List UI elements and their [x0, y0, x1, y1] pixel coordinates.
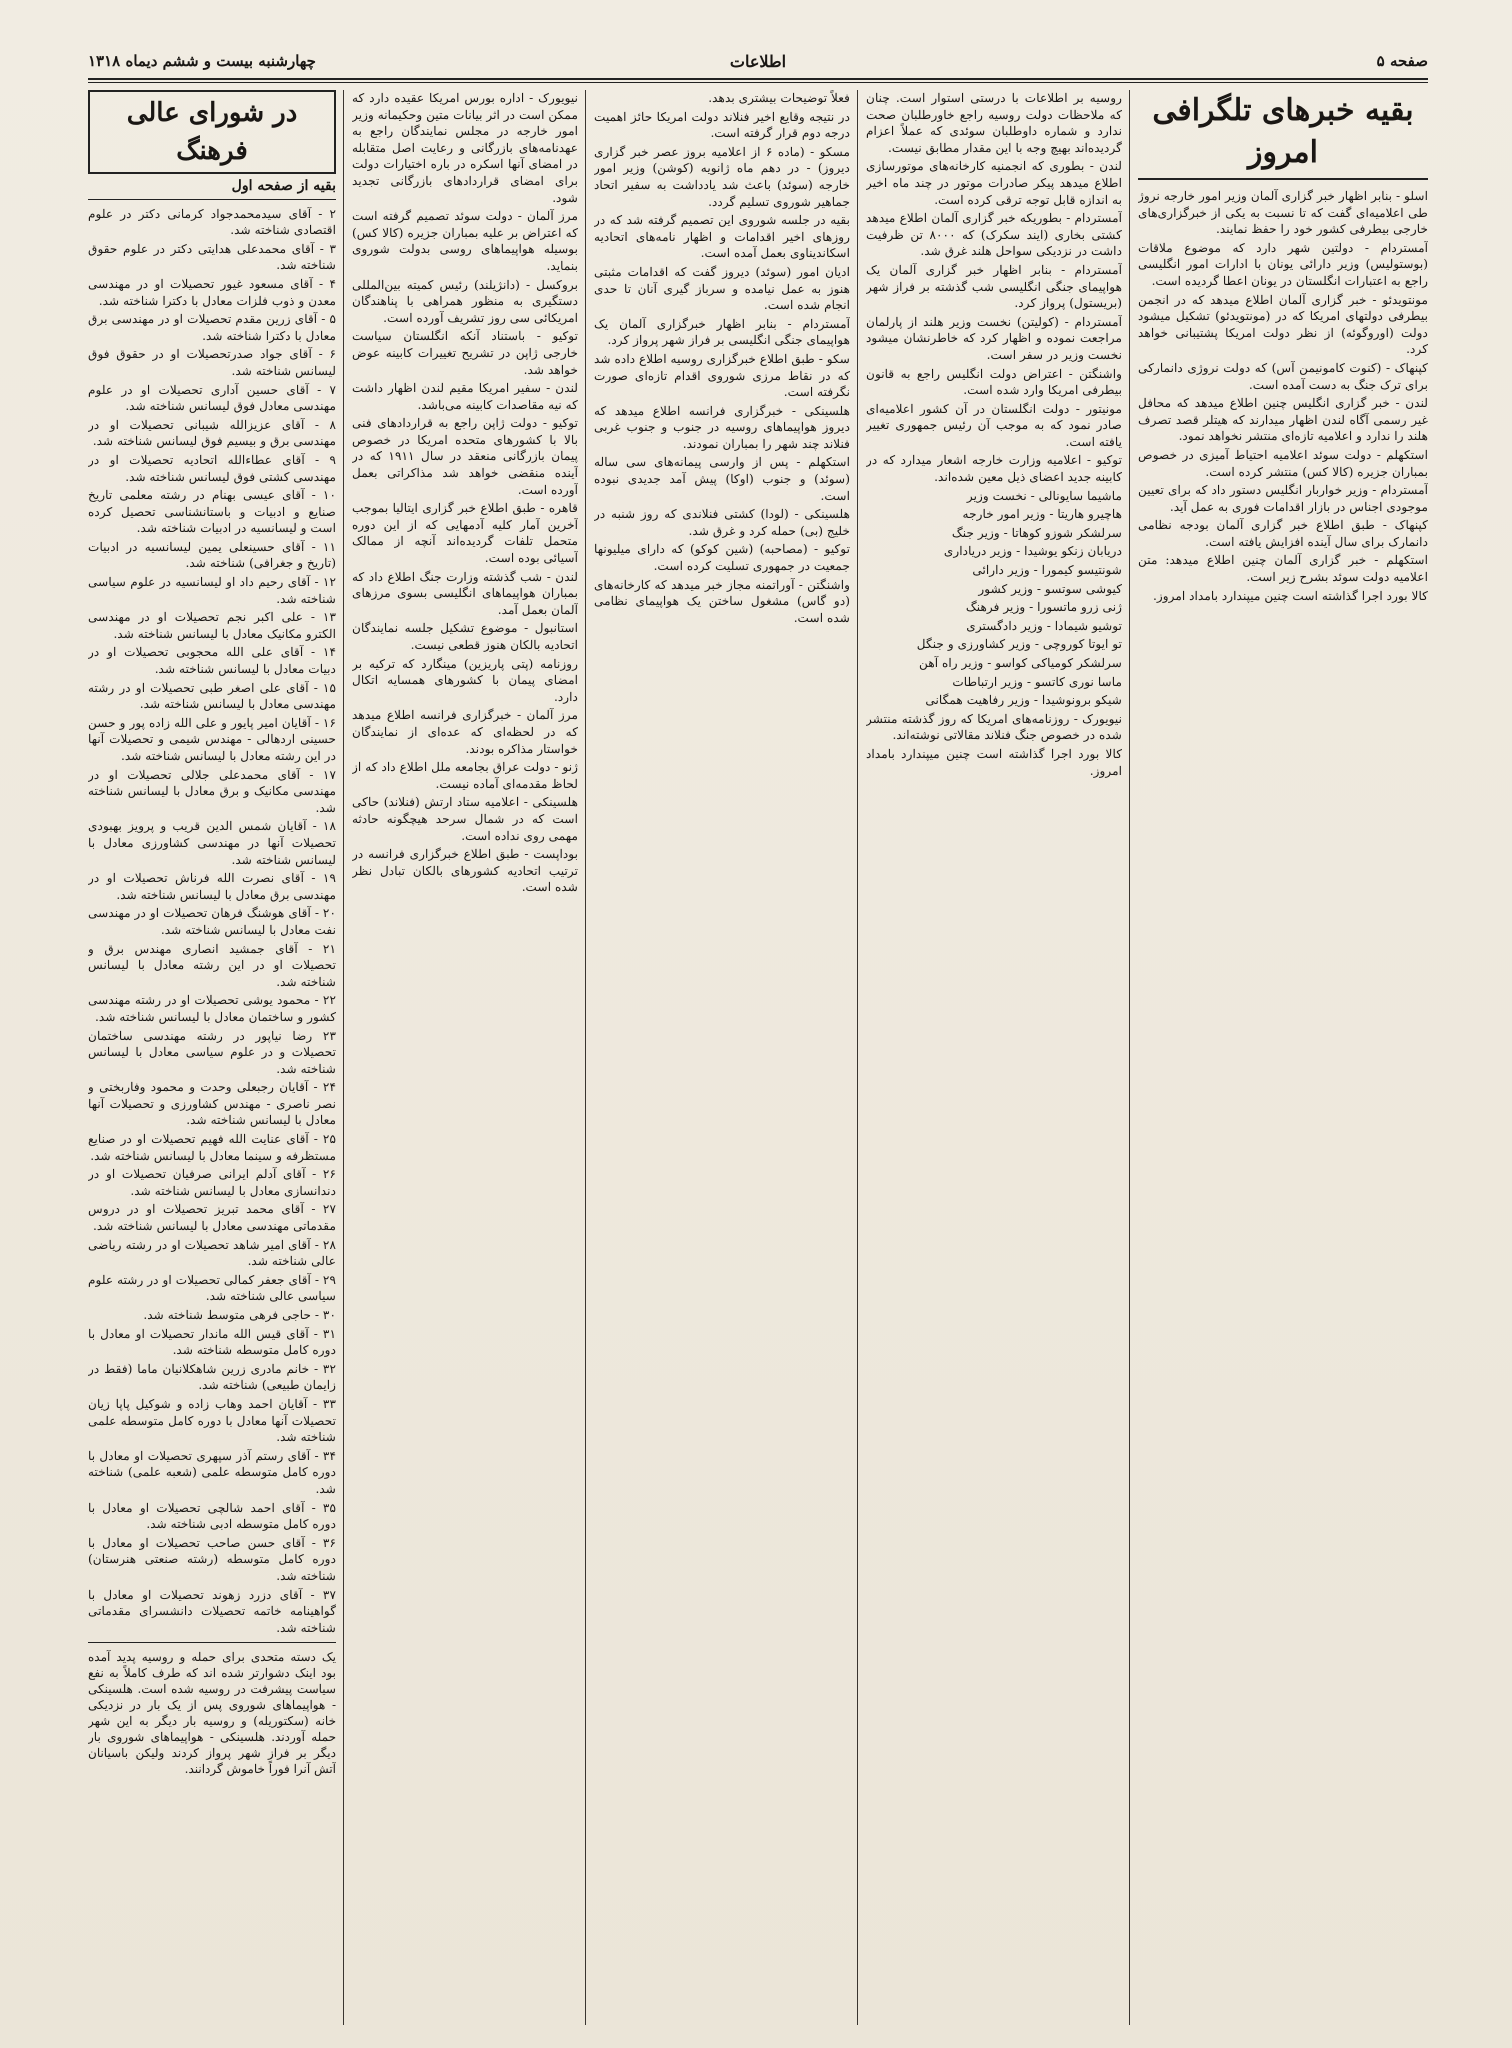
council-continued: بقیه از صفحه اول — [88, 178, 336, 200]
col4-body — [866, 90, 1122, 779]
news-paragraph: ژنی زرو ماتسورا - وزیر فرهنگ — [965, 600, 1122, 615]
news-paragraph: بروکسل - (دانژیلند) رئیس کمیته بین‌المللی دستگیری به منظور همراهی با پناهندگان امریکائی سی روز تشریف آورده است. — [352, 277, 578, 325]
council-list-item: ۳۰ - حاجی فرهی متوسط شناخته شد. — [143, 1308, 336, 1322]
council-list-item: ۶ - آقای جواد صدرتحصیلات او در حقوق فوق لیسانس شناخته شد. — [88, 347, 336, 378]
news-paragraph: شونتیسو کیمورا - وزیر دارائی — [972, 563, 1122, 578]
council-list-item: ۷ - آقای حسین آداری تحصیلات او در علوم مهندسی معادل فوق لیسانس شناخته شد. — [88, 382, 336, 414]
news-paragraph: مرز آلمان - خبرگزاری فرانسه اطلاع میدهد که در لحظه‌ای که عده‌ای از نمایندگان خواستار مذاکره بودند. — [352, 708, 578, 756]
council-list-item: ۳۷ - آقای دزرد زهوند تحصیلات او معادل با گواهینامه خاتمه تحصیلات دانشسرای مقدماتی شناخته شد. — [88, 1587, 336, 1635]
news-paragraph: لندن - بطوری که انجمنیه کارخانه‌های موتورسازی اطلاع میدهد پیکر صادرات موتور در چند ماه اخیر به اندازه قابل توجه ترقی کرده است. — [866, 159, 1122, 207]
newspaper-name: اطلاعات — [729, 51, 787, 71]
council-list-item: ۲۸ - آقای امیر شاهد تحصیلات او در رشته ریاضی عالی شناخته شد. — [88, 1237, 336, 1269]
council-list-item: ۳ - آقای محمدعلی هدایتی دکتر در علوم حقوق شناخته شد. — [88, 241, 336, 273]
council-list-item: ۱۷ - آقای محمدعلی جلالی تحصیلات او در مهندسی مکانیک و برق معادل با لیسانس شناخته شد. — [88, 767, 336, 815]
council-list-item: ۳۱ - آقای قیس الله ماندار تحصیلات او معادل با دوره کامل متوسطه شناخته شد. — [88, 1326, 336, 1358]
council-list-item: ۳۳ - آقایان احمد وهاب زاده و شوکیل پاپا زیان تحصیلات آنها معادل با دوره کامل متوسطه علمی شناخته شد. — [88, 1396, 336, 1445]
news-paragraph: هلسینکی - اعلامیه ستاد ارتش (فنلاند) حاکی است که در شمال سرحد هیچگونه حادثه مهمی روی نداده است. — [352, 795, 578, 843]
news-paragraph: روزنامه (پتی پاریزین) مینگارد که ترکیه بر امضای پیمان با کشورهای همسایه اتکال دارد. — [352, 656, 578, 704]
council-list-item: ۳۴ - آقای رستم آذر سپهری تحصیلات او معادل با دوره کامل متوسطه علمی (شعبه علمی) شناخته شد. — [88, 1448, 336, 1496]
divider — [88, 1642, 336, 1643]
column-rule — [343, 90, 344, 2025]
council-list-item: ۲۳ رضا نیاپور در رشته مهندسی ساختمان تحصیلات و در علوم سیاسی معادل با لیسانس شناخته شد. — [88, 1028, 336, 1076]
news-paragraph: مسکو - (ماده ۶ از اعلامیه بروز عصر خبر گزاری دیروز) - در دهم ماه ژانویه (کوشن) وزیر امور خارجه (سوئد) باعث شد یادداشت به سفیر اتحاد جماهیر شوروی تسلیم گردد. — [594, 144, 850, 209]
news-paragraph: کیوشی سوتسو - وزیر کشور — [978, 581, 1122, 596]
news-paragraph: بوداپست - طبق اطلاع خبرگزاری فرانسه در ترتیب اتحادیه کشورهای بالکان تبادل نظر شده است. — [352, 847, 578, 895]
council-list-item: ۱۴ - آقای علی الله محجوبی تحصیلات او در دبیات معادل با لیسانس شناخته شد. — [88, 645, 336, 677]
news-paragraph: استکهلم - خبر گزاری آلمان چنین اطلاع میدهد: متن اعلامیه دولت سوئد بشرح زیر است. — [1138, 553, 1428, 585]
column-3 — [594, 90, 850, 2025]
col3-body — [594, 90, 850, 626]
news-paragraph: توکیو - (مصاحبه) (شین کوکو) که دارای میلیونها جمعیت در جمهوری تسلیت کرده است. — [594, 542, 850, 574]
column-rule — [585, 90, 586, 2025]
council-list-item: ۳۶ - آقای حسن صاحب تحصیلات او معادل با دوره کامل متوسطه (رشته صنعتی هنرستان) شناخته شد. — [88, 1535, 336, 1583]
news-paragraph: استکهلم - دولت سوئد اعلامیه احتیاط آمیزی در خصوص بمباران جزیره (کالا کس) منتشر کرده است. — [1138, 447, 1428, 479]
council-list-item: ۱۸ - آقایان شمس الدین قریب و پرویز بهبودی تحصیلات آنها در مهندسی کشاورزی معادل با لیسانس شناخته شد. — [88, 819, 336, 867]
column-rule — [1129, 90, 1130, 2025]
news-paragraph: دریابان زنکو یوشیدا - وزیر دریاداری — [943, 544, 1122, 559]
col2-body — [352, 90, 578, 896]
news-paragraph: سکو - طبق اطلاع خبرگزاری روسیه اطلاع داده شد که در نقاط مرزی شوروی اقدام تازه‌ای صورت نگرفته است. — [594, 351, 850, 400]
news-paragraph: هاچیرو هاریتا - وزیر امور خارجه — [962, 507, 1122, 522]
news-paragraph: کالا بورد اجرا گذاشته است چنین میپندارد بامداد امروز. — [866, 746, 1122, 778]
masthead-rule — [88, 78, 1428, 80]
column-council — [88, 90, 336, 2025]
news-paragraph: اسلو - بنابر اظهار خبر گزاری آلمان وزیر امور خارجه نروژ طی اعلامیه‌ای گفت که تا نسبت به یکی از خبرگزاری‌های خارجی بیطرفی کشور خود را حفظ نمایند. — [1138, 189, 1428, 237]
news-paragraph: نیویورک - اداره بورس امریکا عقیده دارد که ممکن است در اثر بیانات متین وحکیمانه وزیر امور خارجه در مجلس نمایندگان راجع به عهدنامه‌های بازرگانی و رعایت اصل متقابله در امضای آنها اسکره در باره اختیارات دولت برای امضای قراردادهای بازرگانی تجدید شود. — [352, 91, 578, 205]
news-paragraph: ادیان امور (سوئد) دیروز گفت که اقدامات مثبتی هنوز به عمل نیامده و سرباز گیری آنان تا حدی انجام شده است. — [594, 264, 850, 313]
column-4 — [866, 90, 1122, 2025]
news-paragraph: توشیو شیمادا - وزیر دادگستری — [966, 618, 1122, 633]
news-paragraph: آمستردام - دولتین شهر دارد که موضوع ملاقات (بوستولیس) وزیر دارائی یونان با ادارات امور انگلیسی راجع به اعتبارات انگلستان در یونان اعطا گردیده است. — [1138, 240, 1428, 288]
council-list-item: ۱۵ - آقای علی اصغر طبی تحصیلات او در رشته مهندسی معادل با لیسانس شناخته شد. — [88, 680, 336, 712]
headline: بقیه خبرهای تلگرافی امروز — [1138, 90, 1428, 180]
news-paragraph: استکهلم - پس از وارسی پیمانه‌های سی ساله (سوئد) و جنوب (اوکا) پیش آمد جدیدی نبوده است. — [594, 455, 850, 503]
council-title: در شورای عالی فرهنگ — [88, 90, 336, 174]
news-paragraph: استانبول - موضوع تشکیل جلسه نمایندگان اتحادیه بالکان هنوز قطعی نیست. — [352, 621, 578, 652]
masthead-rule-thin — [88, 82, 1428, 83]
column-telegraph-news — [1138, 90, 1428, 2025]
council-list-item: ۲۵ - آقای عنایت الله فهیم تحصیلات او در صنایع مستظرفه و سینما معادل با لیسانس شناخته شد. — [88, 1132, 336, 1163]
news-paragraph: سرلشکر کومیاکی کواسو - وزیر راه آهن — [919, 656, 1122, 670]
news-paragraph: مونیتور - دولت انگلستان در آن کشور اعلامیه‌ای صادر نمود که به موجب آن رئیس جمهوری تغییر یافته است. — [866, 401, 1122, 449]
council-list-item: ۲۶ - آقای آدلم ایرانی صرفیان تحصیلات او در دندانسازی معادل با لیسانس شناخته شد. — [88, 1167, 336, 1198]
news-paragraph: آمستردام - بنابر اظهار خبر گزاری آلمان یک هواپیمای جنگی انگلیسی شب گذشته بر فراز شهر (بریستول) پرواز کرد. — [866, 262, 1122, 311]
col5-body — [1138, 188, 1428, 604]
council-list-item: ۱۳ - علی اکبر نجم تحصیلات او در مهندسی الکترو مکانیک معادل با لیسانس شناخته شد. — [88, 610, 336, 641]
council-list — [88, 206, 336, 1637]
council-list-item: ۳۵ - آقای احمد شالچی تحصیلات او معادل با دوره کامل متوسطه ادبی شناخته شد. — [88, 1500, 336, 1532]
news-paragraph: کپنهاک - طبق اطلاع خبر گزاری آلمان بودجه نظامی دانمارک برای سال آینده افزایش یافته است. — [1138, 518, 1428, 549]
news-paragraph: لندن - شب گذشته وزارت جنگ اطلاع داد که بمباران هواپیماهای انگلیسی بسوی مرزهای آلمان بعمل آمد. — [352, 569, 578, 617]
council-list-item: ۳۲ - خانم مادری زرین شاهکلانیان ماما (فقط در زایمان طبیعی) شناخته شد. — [88, 1361, 336, 1393]
news-paragraph: فعلاً توضیحات بیشتری بدهد. — [708, 91, 850, 105]
news-paragraph: هلسینکی - خبرگزاری فرانسه اطلاع میدهد که دیروز هواپیماهای روسیه در جنوب و جنوب غربی فنلاند چند شهر را بمباران نمودند. — [594, 403, 850, 451]
news-paragraph: واشنگتن - آوراتمنه مجاز خبر میدهد که کارخانه‌های (دو گاس) مشغول ساختن یک هواپیمای نظامی شده است. — [594, 577, 850, 625]
council-list-item: ۵ - آقای زرین مقدم تحصیلات او در مهندسی برق معادل با دکترا شناخته شد. — [88, 312, 336, 343]
news-paragraph: کپنهاک - (کنوت کامونیمن آس) که دولت نروژی دانمارکی برای ترک جنگ به دست آمده است. — [1138, 360, 1428, 392]
council-list-item: ۲۲ - محمود یوشی تحصیلات او در رشته مهندسی کشور و ساختمان معادل با لیسانس شناخته شد. — [88, 993, 336, 1024]
news-paragraph: واشنگتن - اعتراض دولت انگلیس راجع به قانون بیطرفی امریکا وارد شده است. — [866, 366, 1122, 398]
news-paragraph: در نتیجه وقایع اخیر فنلاند دولت امریکا حائز اهمیت درجه دوم قرار گرفته است. — [594, 109, 850, 141]
council-list-item: ۱۲ - آقای رحیم داد او لیسانسیه در علوم سیاسی شناخته شد. — [88, 575, 336, 606]
news-paragraph: هلسینکی - (لودا) کشتی فنلاندی که روز شنبه در خلیج (بی) حمله کرد و غرق شد. — [594, 507, 850, 538]
news-paragraph: توکیو - اعلامیه وزارت خارجه اشعار میدارد که در کابینه جدید اعضای ذیل معین شده‌اند. — [866, 453, 1122, 485]
council-list-item: ۱۹ - آقای نصرت الله فرناش تحصیلات او در مهندسی برق معادل با لیسانس شناخته شد. — [88, 871, 336, 902]
council-list-item: ۲ - آقای سیدمحمدجواد کرمانی دکتر در علوم اقتصادی شناخته شد. — [88, 206, 336, 238]
council-list-item: ۱۶ - آقایان امیر پایور و علی الله زاده پور و حسن حسینی اردهالی - مهندس شیمی و تحصیلات آنها در این رشته معادل با لیسانس شناخته شد. — [88, 715, 336, 763]
news-paragraph: توکیو - دولت ژاپن راجع به قراردادهای فنی بالا با کشورهای متحده امریکا در خصوص پیمان بازرگانی منعقد در سال ۱۹۱۱ که در آینده منقضی خواهد شد مذاکراتی بعمل آورده است. — [352, 416, 578, 497]
council-list-item: ۱۰ - آقای عیسی بهنام در رشته معلمی تاریخ صنایع و ادبیات و باستانشناسی تحصیل کرده است و لیسانسیه در ادبیات شناخته شد. — [88, 488, 336, 536]
news-paragraph: آمستردام - بنابر اظهار خبرگزاری آلمان یک هواپیمای جنگی انگلیسی بر فراز شهر پرواز کرد. — [594, 316, 850, 348]
council-list-item: ۲۷ - آقای محمد تبریز تحصیلات او در دروس مقدماتی مهندسی معادل با لیسانس شناخته شد. — [88, 1202, 336, 1234]
news-paragraph: آمستردام - (کولیتن) نخست وزیر هلند از پارلمان مراجعت نموده و اظهار کرد که خاطرنشان میشود نخست وزیر در سفر است. — [866, 314, 1122, 362]
news-paragraph: مرز آلمان - دولت سوئد تصمیم گرفته است که اعتراض بر علیه بمباران جزیره (کالا کس) بوسیله هواپیماهای روسی بدولت شوروی بنماید. — [352, 209, 578, 273]
news-paragraph: لندن - سفیر امریکا مقیم لندن اظهار داشت که نیه مقاصدات کابینه می‌باشد. — [352, 381, 578, 412]
council-bottom-note: یک دسته متحدی برای حمله و روسیه پدید آمده بود اینک دشوارتر شده اند که طرف کاملاً به نفع سیاست پیشرفت در روسیه شده است. هلسینکی - هواپیماهای شوروی پس از یک بار در نزدیکی خانه (سکتوریله) و روسیه بار دیگر به این شهر حمله آوردند. هلسینکی - هواپیماهای شوروی بار دیگر بر فراز شهر پرواز کردند ولیکن باسیانان آتش آنرا فوراً خاموش گردانند. — [88, 1650, 336, 1777]
news-paragraph: کالا بورد اجرا گذاشته است چنین میپندارد بامداد امروز. — [1152, 588, 1428, 603]
masthead — [88, 48, 1428, 74]
news-paragraph: توکیو - باستناد آنکه انگلستان سیاست خارجی ژاپن در تشریح تغییرات کابینه عوض خواهد شد. — [352, 329, 578, 377]
council-list-item: ۲۱ - آقای جمشید انصاری مهندس برق و تحصیلات او در این رشته معادل با لیسانس شناخته شد. — [88, 941, 336, 989]
news-paragraph: لندن - خبر گزاری انگلیس چنین اطلاع میدهد که محافل غیر رسمی آگاه لندن اظهار میدارند که هیتلر قصد تصرف هلند را ندارد و اعلامیه تازه‌ای منتشر نخواهد نمود. — [1138, 396, 1428, 444]
news-paragraph: مونتویدئو - خبر گزاری آلمان اطلاع میدهد که در انجمن بیطرفی دولتهای امریکا که در (مونتویدئو) تشکیل میشود دولت (اوروگوئه) از نظر دولت امریکا پشتیبانی خواهد کرد. — [1138, 292, 1428, 357]
news-paragraph: تو ایوتا کوروچی - وزیر کشاورزی و جنگل — [916, 637, 1122, 652]
council-list-item: ۹ - آقای عطاءالله اتحادیه تحصیلات او در مهندسی کشتی فوق لیسانس شناخته شد. — [88, 452, 336, 484]
column-rule — [857, 90, 858, 2025]
council-list-item: ۲۰ - آقای هوشنگ فرهان تحصیلات او در مهندسی نفت معادل با لیسانس شناخته شد. — [88, 906, 336, 937]
news-paragraph: آمستردام - بطوریکه خبر گزاری آلمان اطلاع میدهد کشتی بخاری (ایند سکرک) که ۸۰۰۰ تن ظرفیت داشت در نزدیکی سواحل هلند غرق شد. — [866, 211, 1122, 259]
news-paragraph: ماسا نوری کاتسو - وزیر ارتباطات — [952, 674, 1122, 689]
news-paragraph: بقیه در جلسه شوروی این تصمیم گرفته شد که در روزهای اخیر اقدامات و اظهار نامه‌های اتحادیه اسکاندیناوی بعمل آمده است. — [594, 213, 850, 261]
issue-date: چهارشنبه بیست و ششم دیماه ۱۳۱۸ — [88, 52, 316, 70]
column-2 — [352, 90, 578, 2025]
columns — [88, 90, 1428, 2025]
council-list-item: ۸ - آقای عزیزالله شیبانی تحصیلات او در مهندسی برق و بیسیم فوق لیسانس شناخته شد. — [88, 417, 336, 449]
council-list-item: ۲۹ - آقای جعفر کمالی تحصیلات او در رشته علوم سیاسی عالی شناخته شد. — [88, 1272, 336, 1304]
news-paragraph: سرلشکر شوزو کوهاتا - وزیر جنگ — [951, 525, 1122, 540]
news-paragraph: قاهره - طبق اطلاع خبر گزاری ایتالیا بموجب آخرین آمار کلیه آدمهایی که از این دوره متحمل تلفات گردیده‌اند آنچه از ممالک آسیائی بوده است. — [352, 501, 578, 566]
news-paragraph: ژنو - دولت عراق بجامعه ملل اطلاع داد که از لحاظ مقدمه‌ای آماده نیست. — [352, 760, 578, 791]
news-paragraph: آمستردام - وزیر خواربار انگلیس دستور داد که برای تعیین موجودی اجناس در بازار اقدامات فوری به عمل آید. — [1138, 483, 1428, 514]
council-list-item: ۴ - آقای مسعود غیور تحصیلات او در مهندسی معدن و ذوب فلزات معادل با دکترا شناخته شد. — [88, 276, 336, 308]
news-paragraph: روسیه بر اطلاعات با درستی استوار است. چنان که ملاحظات دولت روسیه راجع خاورطلبان صحت ندارد و شماره داوطلبان سوئدی که عملاً اعزام گردیده‌اند بهیچ وجه با این مقدار مطابق نیست. — [866, 91, 1122, 155]
council-list-item: ۲۴ - آقایان رجبعلی وحدت و محمود وفاربختی و نصر ناصری - مهندس کشاورزی و تحصیلات آنها معادل با لیسانس شناخته شد. — [88, 1080, 336, 1128]
news-paragraph: ماشیما سایونالی - نخست وزیر — [966, 488, 1122, 503]
council-list-item: ۱۱ - آقای حسینعلی یمین لیسانسیه در ادبیات (تاریخ و جغرافی) شناخته شد. — [88, 539, 336, 571]
news-paragraph: شیکو برونوشیدا - وزیر رفاهیت همگانی — [925, 693, 1122, 708]
page-number: صفحه ۵ — [1376, 52, 1428, 70]
news-paragraph: نیویورک - روزنامه‌های امریکا که روز گذشته منتشر شده در خصوص جنگ فنلاند مقالاتی نوشته‌اند. — [866, 711, 1122, 743]
